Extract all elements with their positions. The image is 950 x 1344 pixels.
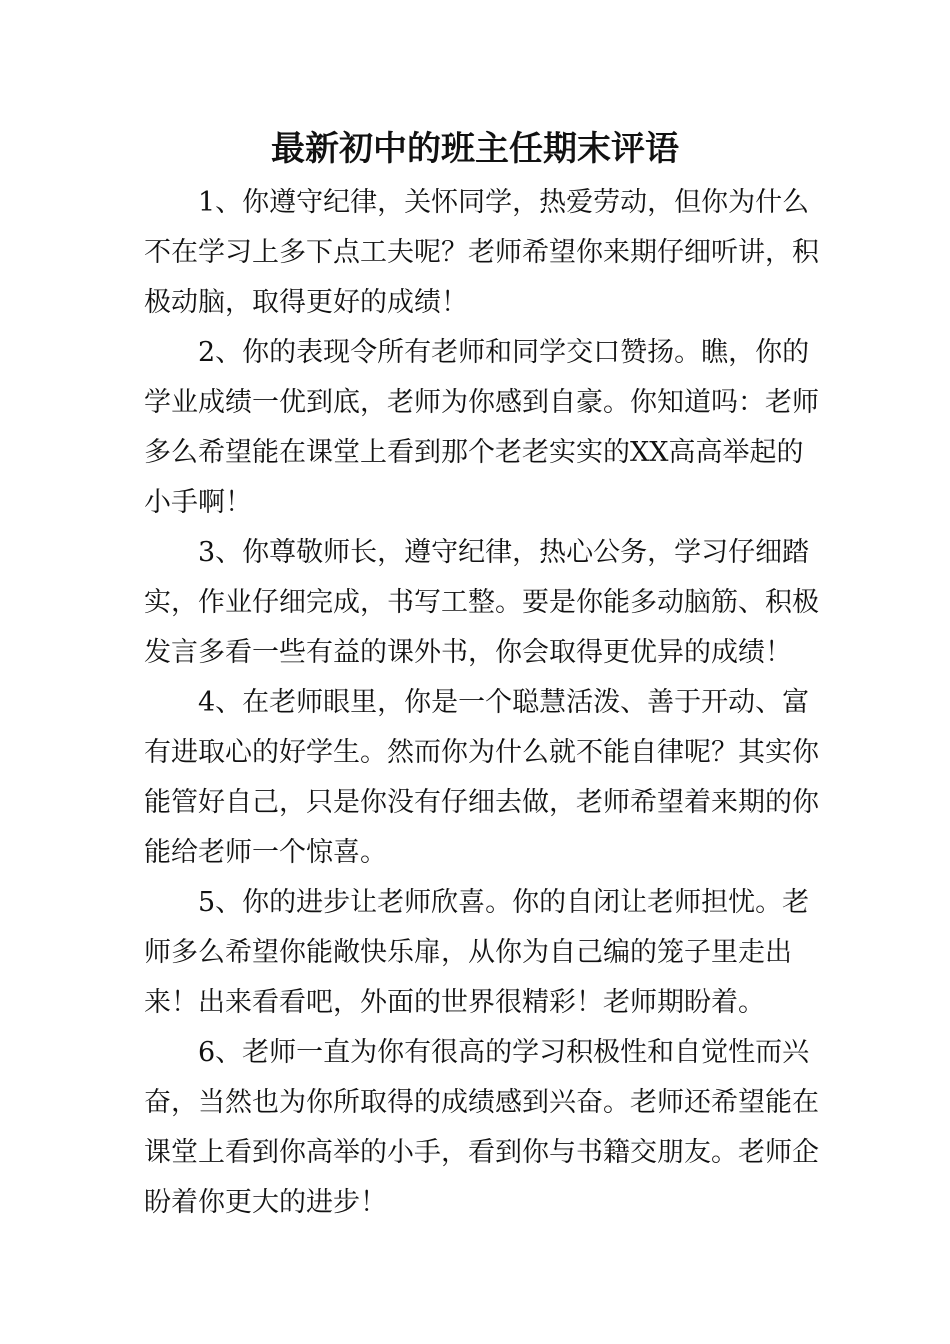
paragraph-2: 2、你的表现令所有老师和同学交口赞扬。瞧，你的学业成绩一优到底，老师为你感到自豪。你知道吗：老师多么希望能在课堂上看到那个老老实实的XX高高举起的小手啊！: [144, 337, 819, 518]
paragraph-5: 5、你的进步让老师欣喜。你的自闭让老师担忧。老师多么希望你能敞快乐扉，从你为自己编的笼子里走出来！出来看看吧，外面的世界很精彩！老师期盼着。: [144, 887, 810, 1018]
paragraph-1: 1、你遵守纪律，关怀同学，热爱劳动，但你为什么不在学习上多下点工夫呢？老师希望你来期仔细听讲，积极动脑，取得更好的成绩！: [144, 187, 819, 318]
paragraph-3: 3、你尊敬师长，遵守纪律，热心公务，学习仔细踏实，作业仔细完成，书写工整。要是你能多动脑筋、积极发言多看一些有益的课外书，你会取得更优异的成绩！: [144, 537, 819, 668]
document-title: 最新初中的班主任期末评语: [271, 129, 679, 169]
paragraph-4: 4、在老师眼里，你是一个聪慧活泼、善于开动、富有进取心的好学生。然而你为什么就不能自律呢？其实你能管好自己，只是你没有仔细去做，老师希望着来期的你能给老师一个惊喜。: [144, 687, 819, 868]
document-body: [144, 178, 824, 1228]
paragraph-6: 6、老师一直为你有很高的学习积极性和自觉性而兴奋，当然也为你所取得的成绩感到兴奋。老师还希望能在课堂上看到你高举的小手，看到你与书籍交朋友。老师企盼着你更大的进步！: [144, 1037, 819, 1218]
